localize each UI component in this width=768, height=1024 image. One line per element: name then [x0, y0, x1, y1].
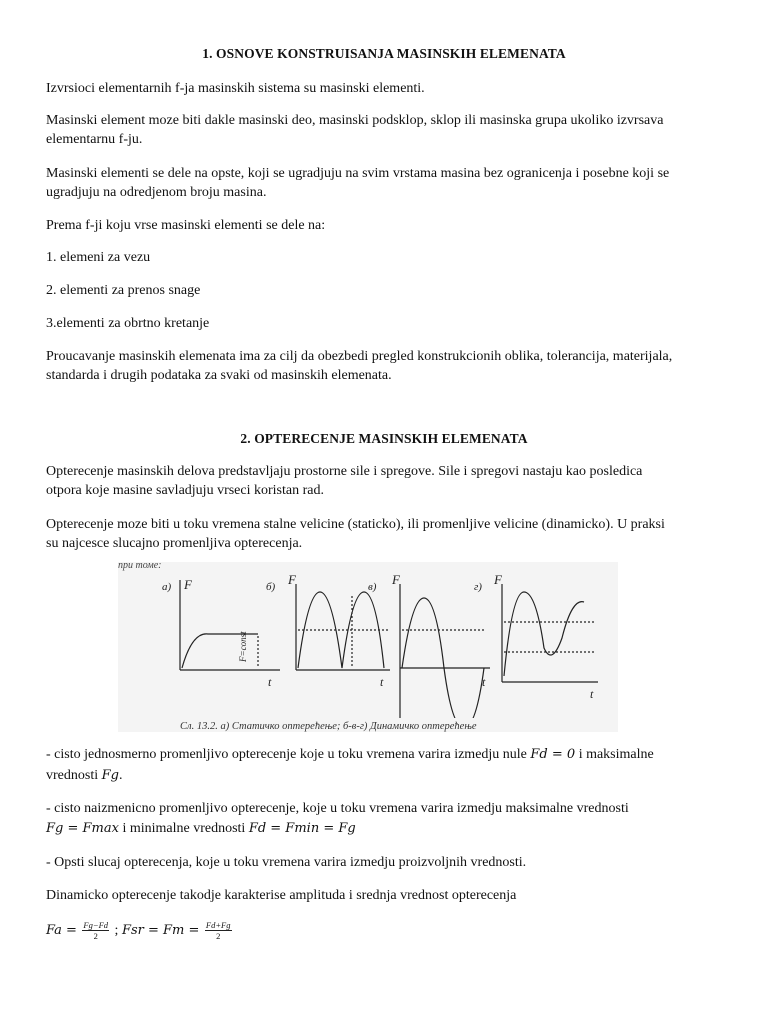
separator: ; [111, 923, 122, 938]
text: i maksimalne [575, 747, 654, 762]
axis-t-label: t [268, 675, 272, 689]
paragraph-line: standarda i drugih podataka za svaki od masinskih elemenata. [46, 368, 392, 383]
axis-f-label: F [288, 572, 296, 587]
denominator: 2 [216, 931, 221, 942]
math-expr: Fd = 0 [530, 747, 576, 762]
list-item: 2. elementi za prenos snage [46, 283, 201, 298]
math-expr: Fd = Fmin = Fg [248, 821, 356, 836]
list-item: 3.elementi za obrtno kretanje [46, 316, 210, 331]
formula-lhs: Fa = [46, 923, 77, 938]
text: - cisto jednosmerno promenljivo opterecenje koje u toku vremena varira izmedju nule [46, 747, 531, 762]
paragraph: Dinamicko opterecenje takodje karakterise amplituda i srednja vrednost opterecenja [46, 888, 517, 903]
paragraph-line: Opterecenje masinskih delova predstavljaju prostorne sile i spregove. Sile i spregovi nastaju kao posledica [46, 464, 643, 479]
axis-f-label: F [392, 572, 400, 587]
text: i minimalne vrednosti [118, 821, 249, 836]
fraction [205, 920, 232, 941]
list-item: 1. elemeni za vezu [46, 250, 151, 265]
axis-f-label: F [184, 577, 192, 592]
panel-label: a) [162, 581, 172, 593]
paragraph-line: su najcesce slucajno promenljiva opterecenja. [46, 536, 303, 551]
formula-lhs: Fsr = Fm = [121, 923, 200, 938]
numerator: Fg−Fd [83, 920, 109, 931]
paragraph-line: otpora koje masine savladjuju vrseci koristan rad. [46, 483, 324, 498]
section-1-heading: 1. OSNOVE KONSTRUISANJA MASINSKIH ELEMENATA [202, 46, 566, 61]
axis-f-label: F [494, 572, 502, 587]
panel-label: г) [474, 581, 482, 593]
axis-t-label: t [482, 675, 486, 689]
panel-label: в) [368, 581, 377, 593]
paragraph-line: elementarnu f-ju. [46, 132, 143, 147]
paragraph: Izvrsioci elementarnih f-ja masinskih sistema su masinski elementi. [46, 81, 425, 96]
numerator: Fd+Fg [205, 920, 231, 931]
panel-label: б) [266, 581, 276, 593]
denominator: 2 [93, 931, 98, 942]
paragraph-line: Opterecenje moze biti u toku vremena stalne velicine (staticko), ili promenljive velicine (dinamicko). U praksi [46, 517, 665, 532]
paragraph-line [46, 745, 736, 765]
axis-t-label: t [590, 687, 594, 701]
paragraph-line: vrednosti Fg. [46, 768, 123, 783]
section-2-heading: 2. OPTERECENJE MASINSKIH ELEMENATA [240, 431, 528, 446]
paragraph-line: Proucavanje masinskih elemenata ima za cilj da obezbedi pregled konstrukcionih oblika, tolerancija, materijala, [46, 349, 673, 364]
axis-t-label: t [380, 675, 384, 689]
figure-caption: Сл. 13.2. а) Статичко оптерећење; б-в-г) Динамичко оптерећење [180, 721, 477, 732]
paragraph-line [46, 819, 736, 839]
figure-top-text: при томе: [118, 562, 162, 571]
math-expr: Fg [101, 768, 119, 783]
formula-line [46, 918, 736, 944]
math-expr: Fg = Fmax [46, 821, 119, 836]
text: vrednosti [46, 768, 102, 783]
paragraph-line: ugradjuju na odredjenom broju masina. [46, 185, 267, 200]
paragraph-line: Masinski elementi se dele na opste, koji se ugradjuju na svim vrstama masina bez ogranicenja i posebne koji se [46, 166, 670, 181]
paragraph-line: Masinski element moze biti dakle masinski deo, masinski podsklop, sklop ili masinska grupa ukoliko izvrsava [46, 113, 664, 128]
paragraph: Prema f-ji koju vrse masinski elementi se dele na: [46, 218, 326, 233]
load-diagram-figure [118, 562, 618, 732]
paragraph: - Opsti slucaj opterecenja, koje u toku vremena varira izmedju proizvoljnih vrednosti. [46, 855, 527, 870]
const-label: F=const [238, 631, 248, 662]
fraction [82, 920, 109, 941]
paragraph-line: - cisto naizmenicno promenljivo opterecenje, koje u toku vremena varira izmedju maksimalne vrednosti [46, 801, 629, 816]
